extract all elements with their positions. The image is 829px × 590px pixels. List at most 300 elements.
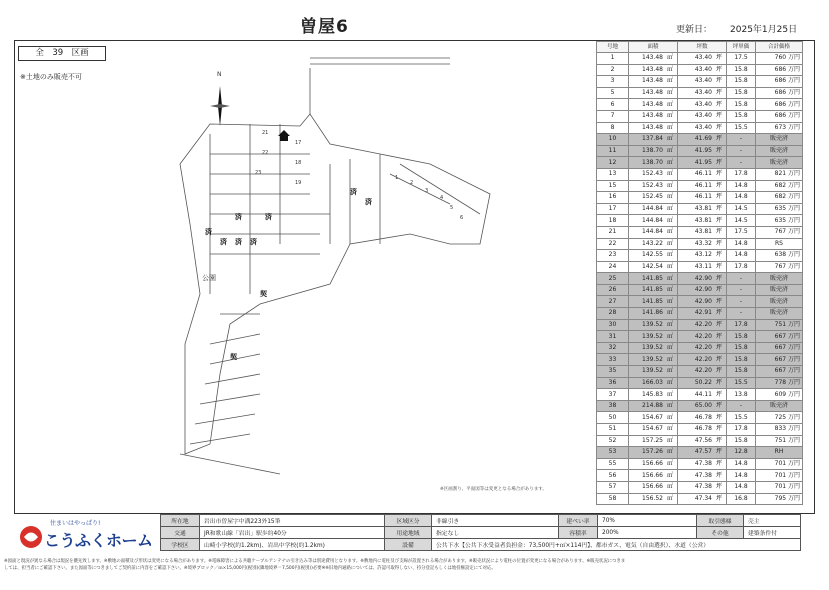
north-label: N bbox=[217, 71, 222, 78]
info-label: 建ぺい率 bbox=[559, 515, 598, 527]
area-value: 145.83 bbox=[629, 389, 666, 401]
tsubo-value: 46.11 bbox=[678, 192, 715, 204]
lot-number: 28 bbox=[597, 308, 629, 320]
info-label: 容積率 bbox=[559, 527, 598, 539]
sold-mark: 済 bbox=[365, 198, 372, 206]
tsubo-value: 42.20 bbox=[678, 331, 715, 343]
lot-label: 21 bbox=[262, 130, 269, 136]
info-value: 売主 bbox=[744, 515, 801, 527]
company-logo bbox=[16, 516, 158, 554]
tsubo-value: 42.90 bbox=[678, 273, 715, 285]
tsubo-value: 43.81 bbox=[678, 215, 715, 227]
area-value: 143.48 bbox=[629, 99, 666, 111]
tsubo-unit: 坪 bbox=[714, 168, 727, 180]
table-row bbox=[597, 53, 803, 65]
area-value: 152.43 bbox=[629, 168, 666, 180]
total-price: 701 万円 bbox=[756, 470, 803, 482]
footer-disclaimer bbox=[4, 559, 826, 572]
area-unit: ㎡ bbox=[665, 157, 678, 169]
area-unit: ㎡ bbox=[665, 331, 678, 343]
area-value: 143.48 bbox=[629, 64, 666, 76]
tsubo-value: 42.20 bbox=[678, 354, 715, 366]
col-header-unit-price: 坪単価 bbox=[727, 42, 756, 53]
table-row bbox=[597, 226, 803, 238]
area-unit: ㎡ bbox=[665, 389, 678, 401]
lot-number: 52 bbox=[597, 435, 629, 447]
lot-number: 27 bbox=[597, 296, 629, 308]
tsubo-unit: 坪 bbox=[714, 342, 727, 354]
area-value: 166.03 bbox=[629, 377, 666, 389]
lot-number: 15 bbox=[597, 180, 629, 192]
area-value: 139.52 bbox=[629, 319, 666, 331]
area-value: 141.86 bbox=[629, 308, 666, 320]
area-unit: ㎡ bbox=[665, 226, 678, 238]
total-price: 609 万円 bbox=[756, 389, 803, 401]
table-row bbox=[597, 273, 803, 285]
tsubo-value: 43.40 bbox=[678, 110, 715, 122]
lot-number: 10 bbox=[597, 134, 629, 146]
total-price: 638 万円 bbox=[756, 250, 803, 262]
area-unit: ㎡ bbox=[665, 215, 678, 227]
info-label: 所在地 bbox=[161, 515, 200, 527]
sold-mark: 済 bbox=[350, 188, 357, 196]
area-value: 142.54 bbox=[629, 261, 666, 273]
total-price: 686 万円 bbox=[756, 76, 803, 88]
tsubo-unit: 坪 bbox=[714, 296, 727, 308]
unit-price: 15.5 bbox=[727, 412, 756, 424]
table-row bbox=[597, 308, 803, 320]
lot-number: 2 bbox=[597, 64, 629, 76]
tsubo-unit: 坪 bbox=[714, 458, 727, 470]
area-unit: ㎡ bbox=[665, 238, 678, 250]
unit-price: 14.8 bbox=[727, 481, 756, 493]
tsubo-value: 42.20 bbox=[678, 342, 715, 354]
lot-number: 8 bbox=[597, 122, 629, 134]
info-label: 取引態様 bbox=[697, 515, 744, 527]
total-price: 686 万円 bbox=[756, 99, 803, 111]
tsubo-value: 43.81 bbox=[678, 203, 715, 215]
unit-price: 15.8 bbox=[727, 87, 756, 99]
tsubo-unit: 坪 bbox=[714, 400, 727, 412]
info-value: 200% bbox=[598, 527, 697, 539]
tsubo-unit: 坪 bbox=[714, 99, 727, 111]
lot-number: 38 bbox=[597, 400, 629, 412]
area-unit: ㎡ bbox=[665, 319, 678, 331]
lot-number: 32 bbox=[597, 342, 629, 354]
total-price: 767 万円 bbox=[756, 226, 803, 238]
lot-number: 25 bbox=[597, 273, 629, 285]
table-row bbox=[597, 412, 803, 424]
tsubo-value: 43.81 bbox=[678, 226, 715, 238]
tsubo-unit: 坪 bbox=[714, 122, 727, 134]
total-price: 販売済 bbox=[756, 296, 803, 308]
info-label: 学校区 bbox=[161, 539, 200, 551]
area-unit: ㎡ bbox=[665, 110, 678, 122]
unit-price: 14.5 bbox=[727, 215, 756, 227]
info-value: 公共下水【公共下水受益者負担金：73,500円+㎡×114円】、都市ガス、電気（自由選択）、水道（公営） bbox=[432, 539, 801, 551]
unit-price: - bbox=[727, 400, 756, 412]
total-price: 販売済 bbox=[756, 400, 803, 412]
tsubo-value: 44.11 bbox=[678, 389, 715, 401]
unit-price: 14.8 bbox=[727, 238, 756, 250]
lot-number: 37 bbox=[597, 389, 629, 401]
unit-price: 17.8 bbox=[727, 424, 756, 436]
unit-price: 17.8 bbox=[727, 319, 756, 331]
total-price: 682 万円 bbox=[756, 192, 803, 204]
lot-number: 33 bbox=[597, 354, 629, 366]
tsubo-value: 46.78 bbox=[678, 424, 715, 436]
total-price: 760 万円 bbox=[756, 53, 803, 65]
lot-label: 19 bbox=[295, 180, 302, 186]
area-value: 154.67 bbox=[629, 424, 666, 436]
tsubo-value: 43.40 bbox=[678, 122, 715, 134]
tsubo-unit: 坪 bbox=[714, 261, 727, 273]
lot-number: 13 bbox=[597, 168, 629, 180]
land-only-note: ※土地のみ販売不可 bbox=[20, 73, 82, 81]
unit-price: 13.8 bbox=[727, 389, 756, 401]
tsubo-unit: 坪 bbox=[714, 447, 727, 459]
tsubo-value: 43.40 bbox=[678, 99, 715, 111]
info-value: 岩出市曽屋字中溝223外15筆 bbox=[200, 515, 385, 527]
table-row bbox=[597, 134, 803, 146]
unit-price: 17.5 bbox=[727, 226, 756, 238]
area-value: 152.43 bbox=[629, 180, 666, 192]
area-value: 157.25 bbox=[629, 435, 666, 447]
tsubo-unit: 坪 bbox=[714, 366, 727, 378]
lot-label: 22 bbox=[262, 150, 269, 156]
lot-number: 35 bbox=[597, 366, 629, 378]
area-value: 152.45 bbox=[629, 192, 666, 204]
tsubo-unit: 坪 bbox=[714, 180, 727, 192]
lot-number: 12 bbox=[597, 157, 629, 169]
info-label: その他 bbox=[697, 527, 744, 539]
total-price: RH bbox=[756, 447, 803, 459]
lot-number: 1 bbox=[597, 53, 629, 65]
area-value: 154.67 bbox=[629, 412, 666, 424]
area-unit: ㎡ bbox=[665, 87, 678, 99]
lot-label: 2 bbox=[410, 180, 414, 186]
area-value: 139.52 bbox=[629, 331, 666, 343]
tsubo-unit: 坪 bbox=[714, 481, 727, 493]
area-value: 141.85 bbox=[629, 273, 666, 285]
footer-line: しては、担当者にご確認下さい。また図面等につきましてご契約前に内容をご確認下さい。※境界ブロック／ｍ×15,000円(税別)(隣地境界＝7,500円(税別))必要※※旧地内通路については、許認可取得しない、持分登記もしくは地役権設定にて対応。 bbox=[4, 565, 496, 571]
table-row bbox=[597, 192, 803, 204]
area-unit: ㎡ bbox=[665, 377, 678, 389]
area-value: 156.66 bbox=[629, 458, 666, 470]
info-value: 山崎小学校(約1.2km)、岩出中学校(約1.2km) bbox=[200, 539, 385, 551]
tsubo-unit: 坪 bbox=[714, 354, 727, 366]
table-row bbox=[597, 377, 803, 389]
area-value: 143.48 bbox=[629, 122, 666, 134]
unit-price: 14.8 bbox=[727, 250, 756, 262]
footer-line: ※図面と現況が異なる場合は現況を優先致します。※敷地の面積及び形状は変更になる場合があります。※電線障害による共聴ケーブルアンテナの引き込み等は別途費用となります。※敷地内に電柱及び支線が設置される場合があります。※販売状況により電柱の位置が変更になる場合があります。※販売状況につきま bbox=[4, 559, 626, 564]
unit-price: 17.8 bbox=[727, 168, 756, 180]
col-header-lot: 号地 bbox=[597, 42, 629, 53]
area-value: 141.85 bbox=[629, 296, 666, 308]
unit-price: 15.8 bbox=[727, 76, 756, 88]
total-price: 販売済 bbox=[756, 273, 803, 285]
area-unit: ㎡ bbox=[665, 145, 678, 157]
lot-number: 21 bbox=[597, 226, 629, 238]
col-header-total-price: 合計価格 bbox=[756, 42, 803, 53]
unit-price: 14.8 bbox=[727, 458, 756, 470]
lot-number: 24 bbox=[597, 261, 629, 273]
table-row bbox=[597, 145, 803, 157]
compass-icon bbox=[210, 71, 230, 126]
map-note: ※区画割り、平面図等は変更となる場合があります。 bbox=[440, 487, 547, 492]
area-value: 144.84 bbox=[629, 215, 666, 227]
area-value: 143.22 bbox=[629, 238, 666, 250]
area-value: 144.84 bbox=[629, 203, 666, 215]
tsubo-value: 41.95 bbox=[678, 157, 715, 169]
tsubo-value: 47.38 bbox=[678, 458, 715, 470]
tsubo-unit: 坪 bbox=[714, 493, 727, 505]
tsubo-unit: 坪 bbox=[714, 110, 727, 122]
table-row bbox=[597, 87, 803, 99]
updated-value: 2025年1月25日 bbox=[730, 25, 798, 35]
total-price: 686 万円 bbox=[756, 64, 803, 76]
unit-price: - bbox=[727, 157, 756, 169]
total-price: 751 万円 bbox=[756, 435, 803, 447]
area-unit: ㎡ bbox=[665, 261, 678, 273]
area-unit: ㎡ bbox=[665, 180, 678, 192]
unit-price: 12.8 bbox=[727, 447, 756, 459]
lot-number: 5 bbox=[597, 87, 629, 99]
table-row bbox=[597, 319, 803, 331]
area-unit: ㎡ bbox=[665, 435, 678, 447]
tsubo-unit: 坪 bbox=[714, 226, 727, 238]
total-price: 795 万円 bbox=[756, 493, 803, 505]
area-unit: ㎡ bbox=[665, 342, 678, 354]
area-unit: ㎡ bbox=[665, 458, 678, 470]
area-value: 142.55 bbox=[629, 250, 666, 262]
info-label: 設備 bbox=[385, 539, 432, 551]
tsubo-value: 47.34 bbox=[678, 493, 715, 505]
area-value: 143.48 bbox=[629, 76, 666, 88]
table-row bbox=[597, 400, 803, 412]
tsubo-value: 41.95 bbox=[678, 145, 715, 157]
total-price: 667 万円 bbox=[756, 342, 803, 354]
tsubo-unit: 坪 bbox=[714, 215, 727, 227]
area-unit: ㎡ bbox=[665, 99, 678, 111]
unit-price: 15.8 bbox=[727, 110, 756, 122]
area-value: 214.88 bbox=[629, 400, 666, 412]
info-label: 交通 bbox=[161, 527, 200, 539]
total-price: 821 万円 bbox=[756, 168, 803, 180]
col-header-area: 面積 bbox=[629, 42, 678, 53]
unit-price: 15.5 bbox=[727, 122, 756, 134]
lot-number: 7 bbox=[597, 110, 629, 122]
area-value: 156.66 bbox=[629, 470, 666, 482]
tsubo-unit: 坪 bbox=[714, 424, 727, 436]
area-value: 144.84 bbox=[629, 226, 666, 238]
area-value: 143.48 bbox=[629, 110, 666, 122]
lot-label: 3 bbox=[425, 188, 429, 194]
unit-price: 14.8 bbox=[727, 192, 756, 204]
tsubo-value: 47.57 bbox=[678, 447, 715, 459]
subdivision-map bbox=[150, 44, 590, 496]
info-label: 区域区分 bbox=[385, 515, 432, 527]
unit-price: - bbox=[727, 273, 756, 285]
table-row bbox=[597, 493, 803, 505]
area-unit: ㎡ bbox=[665, 122, 678, 134]
unit-price: 15.5 bbox=[727, 377, 756, 389]
total-price: 686 万円 bbox=[756, 110, 803, 122]
area-unit: ㎡ bbox=[665, 308, 678, 320]
unit-price: 15.8 bbox=[727, 64, 756, 76]
table-row bbox=[597, 99, 803, 111]
table-row bbox=[597, 203, 803, 215]
area-unit: ㎡ bbox=[665, 168, 678, 180]
area-value: 141.85 bbox=[629, 284, 666, 296]
unit-price: 14.5 bbox=[727, 203, 756, 215]
tsubo-unit: 坪 bbox=[714, 76, 727, 88]
unit-price: 15.8 bbox=[727, 342, 756, 354]
tsubo-unit: 坪 bbox=[714, 308, 727, 320]
area-unit: ㎡ bbox=[665, 134, 678, 146]
tsubo-unit: 坪 bbox=[714, 470, 727, 482]
area-value: 138.70 bbox=[629, 157, 666, 169]
sold-mark: 済 bbox=[205, 228, 212, 236]
tsubo-value: 43.11 bbox=[678, 261, 715, 273]
total-price: 667 万円 bbox=[756, 331, 803, 343]
unit-price: 16.8 bbox=[727, 493, 756, 505]
lot-label: 23 bbox=[255, 170, 262, 176]
table-row bbox=[597, 424, 803, 436]
lot-number: 55 bbox=[597, 458, 629, 470]
total-price: 635 万円 bbox=[756, 203, 803, 215]
table-row bbox=[597, 215, 803, 227]
unit-price: 17.8 bbox=[727, 261, 756, 273]
area-value: 156.66 bbox=[629, 481, 666, 493]
total-price: 833 万円 bbox=[756, 424, 803, 436]
area-value: 138.70 bbox=[629, 145, 666, 157]
lot-number: 3 bbox=[597, 76, 629, 88]
info-label: 用途地域 bbox=[385, 527, 432, 539]
total-price: 701 万円 bbox=[756, 481, 803, 493]
area-value: 137.84 bbox=[629, 134, 666, 146]
tsubo-unit: 坪 bbox=[714, 412, 727, 424]
area-unit: ㎡ bbox=[665, 424, 678, 436]
tsubo-value: 47.38 bbox=[678, 470, 715, 482]
total-price: 767 万円 bbox=[756, 261, 803, 273]
col-header-tsubo: 坪数 bbox=[678, 42, 727, 53]
area-value: 139.52 bbox=[629, 354, 666, 366]
tsubo-value: 41.69 bbox=[678, 134, 715, 146]
tsubo-value: 43.40 bbox=[678, 87, 715, 99]
logo-tagline: 住まいはやっぱり! bbox=[50, 520, 101, 527]
table-row bbox=[597, 168, 803, 180]
area-value: 139.52 bbox=[629, 342, 666, 354]
tsubo-unit: 坪 bbox=[714, 238, 727, 250]
total-price: 778 万円 bbox=[756, 377, 803, 389]
info-value: 非線引き bbox=[432, 515, 559, 527]
total-price: 635 万円 bbox=[756, 215, 803, 227]
tsubo-value: 43.40 bbox=[678, 53, 715, 65]
updated-label: 更新日： bbox=[676, 25, 713, 35]
total-price: 725 万円 bbox=[756, 412, 803, 424]
table-row bbox=[597, 76, 803, 88]
page-title: 曽屋6 bbox=[300, 17, 349, 37]
unit-price: - bbox=[727, 308, 756, 320]
tsubo-unit: 坪 bbox=[714, 134, 727, 146]
unit-price: 17.5 bbox=[727, 53, 756, 65]
area-unit: ㎡ bbox=[665, 64, 678, 76]
total-price: 701 万円 bbox=[756, 458, 803, 470]
tsubo-unit: 坪 bbox=[714, 273, 727, 285]
tsubo-value: 43.40 bbox=[678, 64, 715, 76]
lot-number: 58 bbox=[597, 493, 629, 505]
area-unit: ㎡ bbox=[665, 493, 678, 505]
lot-number: 36 bbox=[597, 377, 629, 389]
tsubo-value: 47.56 bbox=[678, 435, 715, 447]
tsubo-value: 42.90 bbox=[678, 296, 715, 308]
info-value: JR和歌山線「岩出」駅歩約40分 bbox=[200, 527, 385, 539]
unit-price: 15.8 bbox=[727, 354, 756, 366]
table-row bbox=[597, 366, 803, 378]
lot-number: 16 bbox=[597, 192, 629, 204]
table-row bbox=[597, 447, 803, 459]
area-unit: ㎡ bbox=[665, 400, 678, 412]
tsubo-unit: 坪 bbox=[714, 145, 727, 157]
area-value: 143.48 bbox=[629, 53, 666, 65]
tsubo-value: 43.32 bbox=[678, 238, 715, 250]
total-price: 667 万円 bbox=[756, 366, 803, 378]
table-row bbox=[597, 284, 803, 296]
sold-mark: 済 bbox=[220, 238, 227, 246]
area-unit: ㎡ bbox=[665, 354, 678, 366]
area-value: 143.48 bbox=[629, 87, 666, 99]
area-unit: ㎡ bbox=[665, 481, 678, 493]
unit-price: 15.8 bbox=[727, 435, 756, 447]
lot-number: 23 bbox=[597, 250, 629, 262]
lot-number: 30 bbox=[597, 319, 629, 331]
table-row bbox=[597, 354, 803, 366]
tsubo-value: 43.40 bbox=[678, 76, 715, 88]
total-price: 販売済 bbox=[756, 308, 803, 320]
lot-price-table bbox=[596, 41, 803, 505]
tsubo-value: 43.12 bbox=[678, 250, 715, 262]
total-price: RS bbox=[756, 238, 803, 250]
total-price: 667 万円 bbox=[756, 354, 803, 366]
table-row bbox=[597, 180, 803, 192]
area-value: 139.52 bbox=[629, 366, 666, 378]
lot-number: 50 bbox=[597, 412, 629, 424]
tsubo-value: 46.11 bbox=[678, 180, 715, 192]
table-row bbox=[597, 342, 803, 354]
lot-number: 22 bbox=[597, 238, 629, 250]
total-price: 販売済 bbox=[756, 284, 803, 296]
lot-number: 17 bbox=[597, 203, 629, 215]
tsubo-unit: 坪 bbox=[714, 203, 727, 215]
tsubo-unit: 坪 bbox=[714, 250, 727, 262]
lot-count-box: 全 39 区画 bbox=[18, 46, 106, 61]
unit-price: 15.8 bbox=[727, 366, 756, 378]
tsubo-value: 42.20 bbox=[678, 366, 715, 378]
area-unit: ㎡ bbox=[665, 53, 678, 65]
info-value: 指定なし bbox=[432, 527, 559, 539]
tsubo-value: 42.90 bbox=[678, 284, 715, 296]
table-row bbox=[597, 64, 803, 76]
info-value: 建築条件付 bbox=[744, 527, 801, 539]
lot-number: 26 bbox=[597, 284, 629, 296]
table-row bbox=[597, 470, 803, 482]
tsubo-unit: 坪 bbox=[714, 377, 727, 389]
total-price: 販売済 bbox=[756, 157, 803, 169]
lot-number: 56 bbox=[597, 470, 629, 482]
area-unit: ㎡ bbox=[665, 284, 678, 296]
tsubo-value: 42.91 bbox=[678, 308, 715, 320]
